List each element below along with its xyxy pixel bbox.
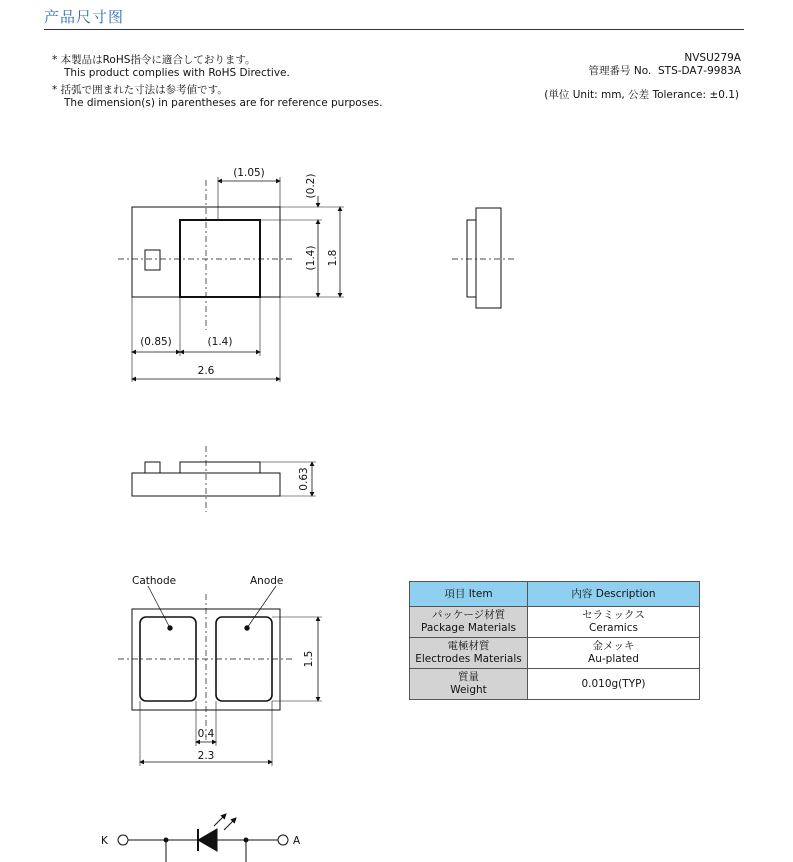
table-row <box>410 607 700 638</box>
row-key-en: Electrodes Materials <box>415 653 522 665</box>
spec-table <box>409 581 700 700</box>
paren-note-jp: * 括弧で囲まれた寸法は参考値です。 <box>52 84 228 96</box>
col-header-item: 項目 Item <box>410 582 528 607</box>
row-value <box>528 669 700 700</box>
led-schematic <box>118 814 288 862</box>
row-key-en: Package Materials <box>421 622 516 634</box>
dim-0-63: 0.63 <box>298 467 310 491</box>
row-key-en: Weight <box>450 684 487 696</box>
mgmt-number: STS-DA7-9983A <box>658 65 741 77</box>
table-row <box>410 638 700 669</box>
table-header-row <box>410 582 700 607</box>
rohs-note-jp: * 本製品はRoHS指令に適合しております。 <box>52 54 256 66</box>
row-key <box>410 638 528 669</box>
top-view <box>118 177 344 382</box>
dim-1-05: (1.05) <box>233 167 265 179</box>
row-key <box>410 607 528 638</box>
cathode-terminal-label: K <box>101 835 108 847</box>
row-value-en: Au-plated <box>588 653 639 665</box>
row-value-en: Ceramics <box>589 622 638 634</box>
dim-0-4: 0.4 <box>197 728 215 740</box>
dim-0-85: (0.85) <box>140 336 172 348</box>
row-value-en: 0.010g(TYP) <box>581 677 646 690</box>
row-key-jp: パッケージ材質 <box>431 609 506 621</box>
dim-1-8: 1.8 <box>327 249 339 267</box>
row-value-jp: セラミックス <box>582 609 645 621</box>
paren-note-en: The dimension(s) in parentheses are for reference purposes. <box>64 97 383 109</box>
row-key <box>410 669 528 700</box>
bottom-view <box>118 586 322 766</box>
mgmt-label: 管理番号 No. <box>588 65 652 77</box>
anode-label: Anode <box>250 575 284 587</box>
dim-1-4-v: (1.4) <box>305 245 317 271</box>
row-value <box>528 607 700 638</box>
dim-1-5: 1.5 <box>303 650 315 668</box>
anode-terminal-label: A <box>293 835 301 847</box>
table-row <box>410 669 700 700</box>
unit-tolerance: (単位 Unit: mm, 公差 Tolerance: ±0.1) <box>544 89 739 101</box>
dim-0-2: (0.2) <box>305 173 317 199</box>
dim-2-6: 2.6 <box>197 365 215 377</box>
row-key-jp: 電極材質 <box>447 640 490 652</box>
row-key-jp: 質量 <box>458 671 479 683</box>
row-value <box>528 638 700 669</box>
right-side-view <box>452 208 516 308</box>
part-code: NVSU279A <box>684 52 741 64</box>
page-title: 产品尺寸图 <box>44 8 125 26</box>
dim-2-3: 2.3 <box>197 750 215 762</box>
col-header-description: 内容 Description <box>528 582 700 607</box>
rohs-note-en: This product complies with RoHS Directive. <box>64 67 290 79</box>
cathode-label: Cathode <box>132 575 177 587</box>
dim-1-4-h: (1.4) <box>207 336 233 348</box>
front-side-view <box>132 446 316 512</box>
row-value-jp: 金メッキ <box>592 640 635 652</box>
